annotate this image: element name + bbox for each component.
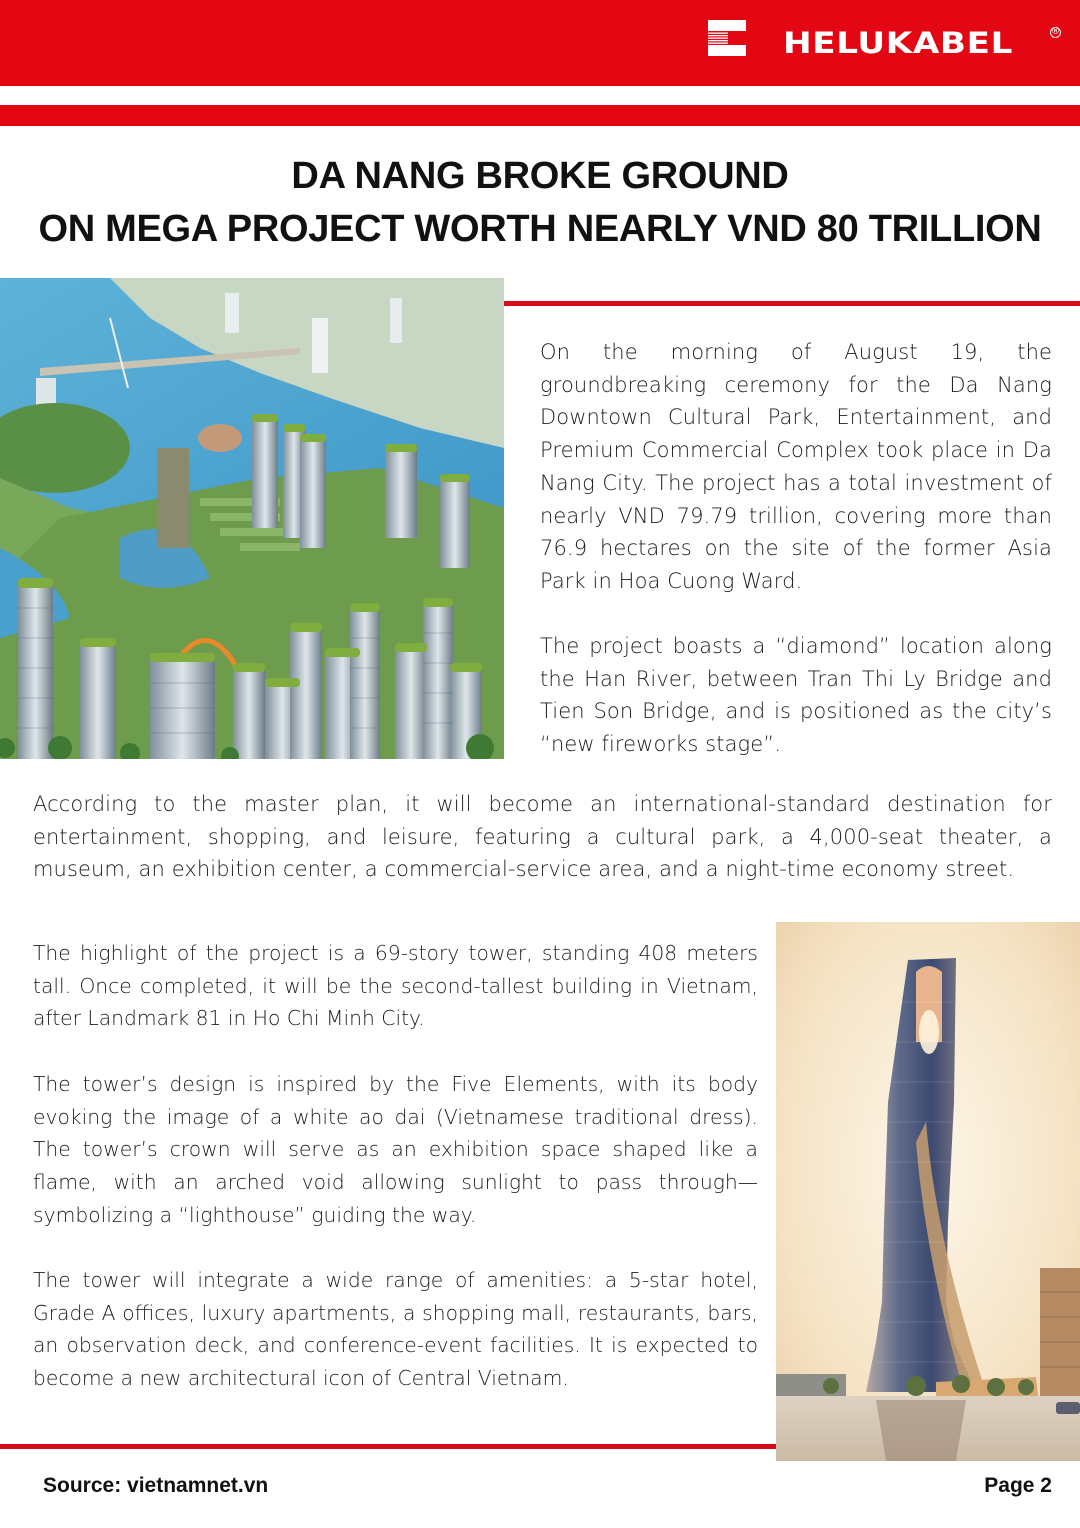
paragraph-tower-design: The tower’s design is inspired by the Five Elements, with its body evoking the image of a white ao dai (Vietnamese traditional dress). The tower’s crown will serve as an exhibition space shaped like a flame, with an arched void allowing sunlight to pass through—symbolizing a “lighthouse” guiding the way. bbox=[33, 1072, 758, 1227]
paragraph-tower-amenities: The tower will integrate a wide range of amenities: a 5-star hotel, Grade A offices, luxury apartments, a shopping mall, restaurants, bars, an observation deck, and conference-event facilities. It is expected to become a new architectural icon of Central Vietnam. bbox=[33, 1268, 758, 1391]
header-band bbox=[0, 0, 1080, 86]
brand-name: HELUKABEL bbox=[783, 26, 1013, 60]
paragraph-intro: On the morning of August 19, the groundbreaking ceremony for the Da Nang Downtown Cultural Park, Entertainment, and Premium Commercial Complex took place in Da Nang City. The project has a total investment of nearly VND 79.79 trillion, covering more than 76.9 hectares on the site of the former Asia Park in Hoa Cuong Ward. bbox=[540, 340, 1052, 593]
paragraph-master-plan: According to the master plan, it will become an international-standard destination for entertainment, shopping, and leisure, featuring a cultural park, a 4,000-seat theater, a museum, an exhibition center, a commercial-service area, and a night-time economy street. bbox=[33, 792, 1052, 882]
paragraph-tower-highlight: The highlight of the project is a 69-story tower, standing 408 meters tall. Once completed, it will be the second-tallest building in Vietnam, after Landmark 81 in Ho Chi Minh City. bbox=[33, 941, 758, 1031]
header-stripe bbox=[0, 105, 1080, 126]
red-divider-top bbox=[504, 301, 1080, 306]
title-line-2: ON MEGA PROJECT WORTH NEARLY VND 80 TRILLION bbox=[38, 208, 1042, 250]
page-number: Page 2 bbox=[984, 1474, 1052, 1497]
aerial-rendering-image bbox=[0, 278, 504, 759]
tower-rendering-image bbox=[776, 922, 1080, 1461]
page-title bbox=[0, 150, 1080, 256]
helukabel-logo-icon bbox=[708, 20, 746, 56]
source-credit: Source: vietnamnet.vn bbox=[43, 1474, 269, 1497]
registered-mark: ® bbox=[1051, 27, 1060, 37]
title-line-1: DA NANG BROKE GROUND bbox=[291, 155, 789, 197]
red-divider-bottom bbox=[0, 1444, 776, 1449]
paragraph-location: The project boasts a “diamond” location along the Han River, between Tran Thi Ly Bridge and Tien Son Bridge, and is positioned as the city’s “new fireworks stage”. bbox=[540, 634, 1052, 757]
